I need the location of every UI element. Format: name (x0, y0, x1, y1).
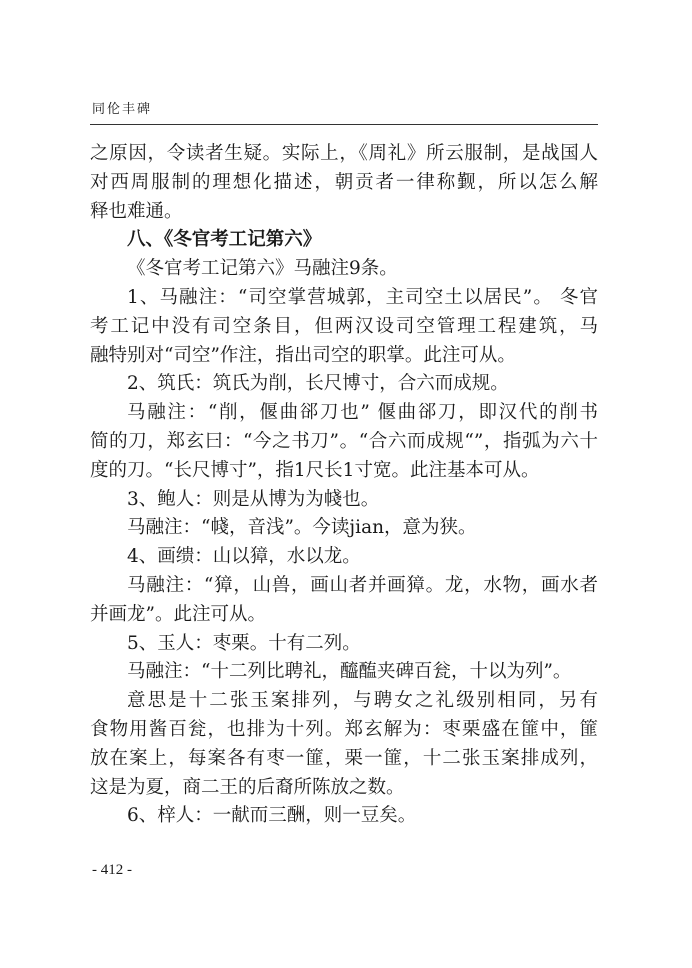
text-line: 之原因，令读者生疑。实际上，《周礼》所云服制，是战国人 (90, 143, 598, 164)
text-line: 6、梓人：一献而三酬，则一豆矣。 (127, 805, 417, 827)
text-line: 意思是十二张玉案排列，与聘女之礼级别相同，另有 (127, 690, 598, 712)
body-text (90, 140, 598, 831)
text-line: 马融注：“削，偃曲郤刀也” 偃曲郤刀，即汉代的削书 (127, 402, 598, 424)
text-line: 1、马融注：“司空掌营城郭，主司空土以居民”。 冬官 (127, 286, 598, 308)
text-line: 度的刀。“长尺博寸”，指1尺长1寸宽。此注基本可从。 (90, 459, 540, 481)
page-number: - 412 - (92, 862, 132, 878)
text-line: 食物用酱百瓮，也排为十列。郑玄解为：枣栗盛在篚中，篚 (90, 718, 598, 740)
text-line: 马融注：“十二列比聘礼，醯醢夹碑百瓮，十以为列”。 (127, 661, 572, 683)
text-line: 5、玉人：枣栗。十有二列。 (127, 632, 361, 654)
section-heading: 八、《冬官考工记第六》 (127, 229, 322, 251)
text-line: 马融注：“獐，山兽，画山者并画獐。龙，水物，画水者 (127, 574, 598, 596)
text-line: 3、鲍人：则是从博为为帴也。 (127, 488, 380, 510)
text-line: 4、画缋：山以獐，水以龙。 (127, 546, 361, 568)
text-line: 考工记中没有司空条目，但两汉设司空管理工程建筑，马 (90, 315, 598, 337)
running-header: 同伦丰碑 (92, 102, 153, 117)
text-line: 融特别对“司空”作注，指出司空的职掌。此注可从。 (90, 344, 516, 366)
text-line: 简的刀，郑玄曰：“今之书刀”。“合六而成规“”，指弧为六十 (90, 430, 598, 452)
text-line: 对西周服制的理想化描述，朝贡者一律称觐，所以怎么解 (90, 171, 598, 193)
text-line: 《冬官考工记第六》马融注9条。 (127, 258, 398, 280)
text-line: 放在案上，每案各有枣一篚，栗一篚，十二张玉案排成列， (90, 747, 598, 769)
text-line: 并画龙”。此注可从。 (90, 603, 266, 625)
text-line: 2、筑氏：筑氏为削，长尺博寸，合六而成规。 (127, 373, 509, 395)
text-line: 马融注：“帴，音浅”。今读jian，意为狭。 (127, 517, 477, 539)
text-line: 这是为夏，商二王的后裔所陈放之数。 (90, 776, 405, 798)
text-line: 释也难通。 (90, 200, 183, 222)
header-rule (90, 124, 598, 125)
